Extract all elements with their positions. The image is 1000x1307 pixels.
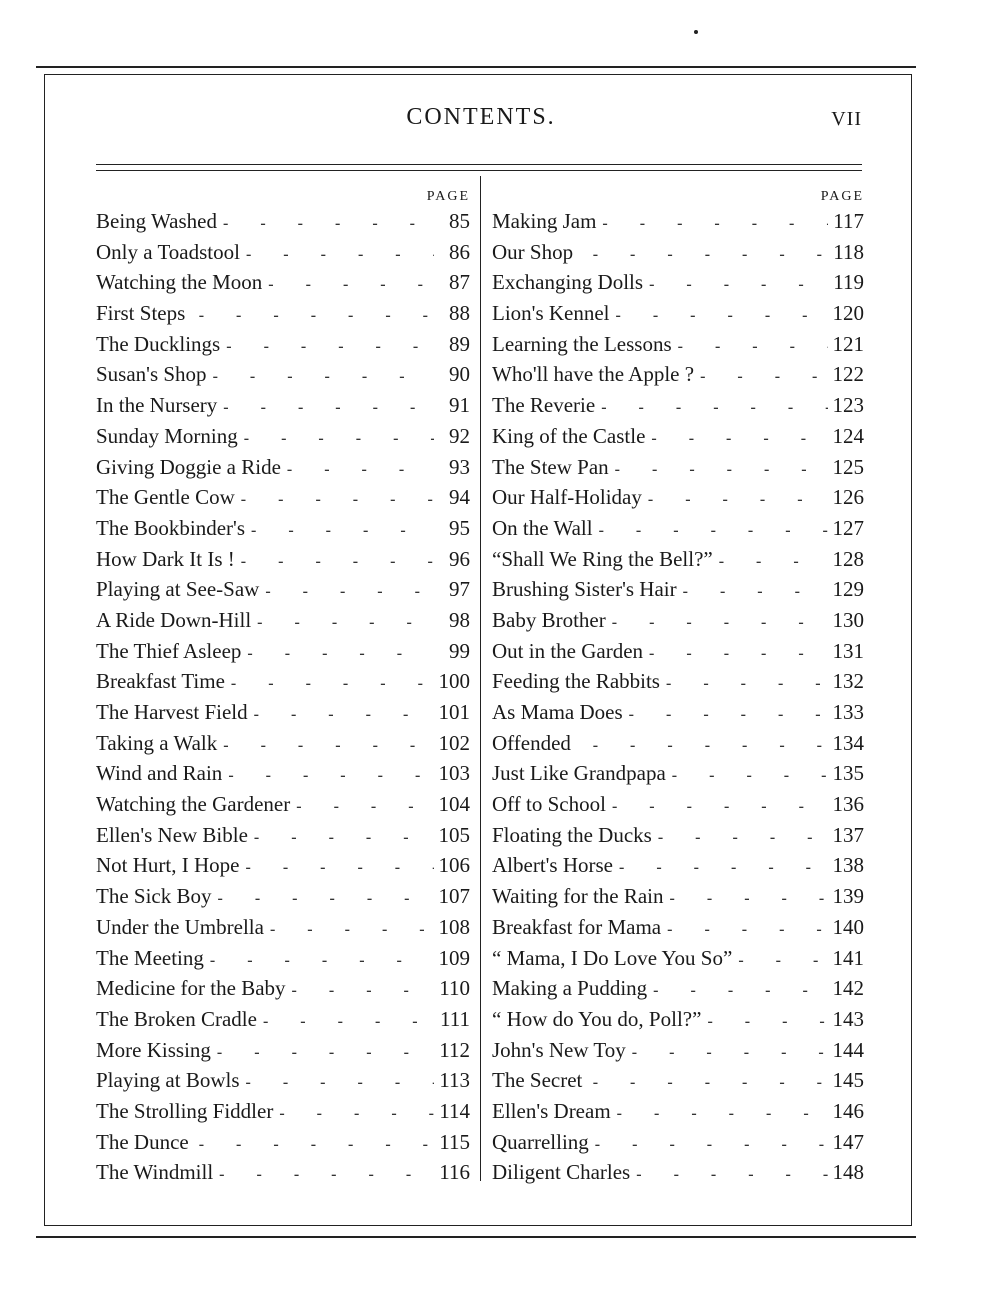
leader-dashes bbox=[611, 1096, 828, 1130]
entry-title: The Bookbinder's bbox=[96, 515, 246, 540]
entry-title: Medicine for the Baby bbox=[96, 976, 286, 1001]
entry-title: Wind and Rain bbox=[96, 761, 223, 786]
entry-page-number: 126 bbox=[832, 485, 864, 510]
entry-page-number: 128 bbox=[832, 546, 864, 571]
entry-page-number: 98 bbox=[449, 607, 470, 632]
leader-dashes bbox=[212, 881, 435, 915]
entry-title: A Ride Down-Hill bbox=[96, 607, 252, 632]
leader-dashes bbox=[609, 452, 828, 486]
contents-entry bbox=[96, 359, 470, 390]
contents-entry bbox=[492, 605, 864, 636]
contents-entry bbox=[96, 820, 470, 851]
entry-title: Only a Toadstool bbox=[96, 239, 240, 264]
leader-dashes bbox=[652, 820, 828, 854]
leader-dashes bbox=[239, 850, 434, 884]
entry-title: Learning the Lessons bbox=[492, 331, 672, 356]
contents-entry bbox=[492, 758, 864, 789]
entry-page-number: 132 bbox=[832, 669, 864, 694]
leader-dashes bbox=[694, 359, 828, 393]
entry-page-number: 114 bbox=[439, 1098, 470, 1123]
contents-entry bbox=[492, 1157, 864, 1188]
entry-title: Making Jam bbox=[492, 209, 597, 233]
entry-title: Exchanging Dolls bbox=[492, 270, 644, 295]
contents-entry bbox=[96, 1127, 470, 1158]
contents-entry bbox=[96, 544, 470, 575]
entry-title: The Stew Pan bbox=[492, 454, 609, 479]
contents-entry bbox=[96, 605, 470, 636]
entry-page-number: 93 bbox=[449, 454, 470, 479]
leader-dashes bbox=[571, 728, 828, 762]
contents-column-right bbox=[492, 188, 864, 1188]
contents-entry bbox=[492, 820, 864, 851]
page-column-header: PAGE bbox=[426, 189, 470, 204]
entry-title: “ How do You do, Poll?” bbox=[492, 1006, 702, 1031]
contents-entry bbox=[96, 1096, 470, 1127]
contents-entry bbox=[492, 1065, 864, 1096]
entry-title: Taking a Walk bbox=[96, 730, 218, 755]
entry-page-number: 103 bbox=[438, 761, 470, 786]
leader-dashes bbox=[286, 973, 434, 1007]
entry-title: Feeding the Rabbits bbox=[492, 669, 660, 694]
leader-dashes bbox=[290, 789, 434, 823]
contents-entry bbox=[492, 697, 864, 728]
entry-title: Waiting for the Rain bbox=[492, 884, 664, 909]
contents-entry bbox=[96, 482, 470, 513]
contents-entry bbox=[492, 267, 864, 298]
leader-dashes bbox=[259, 574, 434, 608]
leader-dashes bbox=[593, 513, 828, 547]
contents-entry bbox=[492, 1004, 864, 1035]
entry-page-number: 137 bbox=[832, 822, 864, 847]
entry-page-number: 99 bbox=[449, 638, 470, 663]
entry-title: “ Mama, I Do Love You So” bbox=[492, 945, 733, 970]
entry-page-number: 130 bbox=[832, 607, 864, 632]
contents-entry bbox=[96, 728, 470, 759]
entry-title: Brushing Sister's Hair bbox=[492, 577, 677, 602]
entry-title: The Reverie bbox=[492, 393, 596, 418]
entry-title: Our Shop bbox=[492, 239, 574, 264]
ink-speck bbox=[694, 30, 698, 34]
entry-page-number: 92 bbox=[449, 423, 470, 448]
entry-page-number: 143 bbox=[832, 1006, 864, 1031]
contents-entry bbox=[96, 1004, 470, 1035]
contents-entry bbox=[492, 513, 864, 544]
contents-entry bbox=[96, 513, 470, 544]
header-rule-bottom bbox=[96, 170, 862, 171]
entry-title: The Strolling Fiddler bbox=[96, 1098, 274, 1123]
leader-dashes bbox=[610, 298, 828, 332]
entry-page-number: 115 bbox=[439, 1129, 470, 1154]
contents-entry bbox=[96, 1065, 470, 1096]
leader-dashes bbox=[660, 666, 828, 700]
entry-title: Sunday Morning bbox=[96, 423, 238, 448]
entry-title: “Shall We Ring the Bell?” bbox=[492, 546, 713, 571]
entry-page-number: 123 bbox=[832, 393, 864, 418]
contents-entry bbox=[96, 267, 470, 298]
column-divider bbox=[480, 176, 481, 1181]
contents-entry bbox=[492, 298, 864, 329]
entry-title: Not Hurt, I Hope bbox=[96, 853, 240, 878]
leader-dashes bbox=[672, 329, 828, 363]
leader-dashes bbox=[666, 758, 828, 792]
entry-page-number: 112 bbox=[439, 1037, 470, 1062]
entry-page-number: 125 bbox=[832, 454, 864, 479]
contents-list-left bbox=[96, 206, 470, 1188]
entry-title: Diligent Charles bbox=[492, 1160, 631, 1185]
contents-entry bbox=[492, 666, 864, 697]
leader-dashes bbox=[235, 482, 434, 516]
leader-dashes bbox=[217, 728, 434, 762]
contents-entry bbox=[492, 237, 864, 268]
entry-page-number: 119 bbox=[833, 270, 864, 295]
header-rule-top bbox=[96, 164, 862, 165]
entry-title: The Thief Asleep bbox=[96, 638, 242, 663]
entry-page-number: 94 bbox=[449, 485, 470, 510]
leader-dashes bbox=[222, 758, 434, 792]
contents-entry bbox=[96, 789, 470, 820]
contents-entry bbox=[96, 237, 470, 268]
page-title: CONTENTS. bbox=[406, 104, 556, 130]
leader-dashes bbox=[701, 1004, 828, 1038]
contents-entry bbox=[492, 329, 864, 360]
entry-page-number: 101 bbox=[438, 700, 470, 724]
entry-page-number: 97 bbox=[449, 577, 470, 602]
entry-title: Off to School bbox=[492, 792, 606, 817]
entry-page-number: 136 bbox=[832, 792, 864, 817]
entry-title: Playing at See-Saw bbox=[96, 577, 260, 602]
entry-title: Playing at Bowls bbox=[96, 1068, 240, 1093]
leader-dashes bbox=[647, 973, 828, 1007]
contents-entry bbox=[96, 973, 470, 1004]
contents-entry bbox=[492, 636, 864, 667]
entry-title: Susan's Shop bbox=[96, 362, 207, 387]
contents-entry bbox=[96, 206, 470, 237]
entry-page-number: 85 bbox=[449, 209, 470, 233]
entry-page-number: 140 bbox=[832, 914, 864, 939]
page-column-header: PAGE bbox=[820, 189, 864, 204]
entry-page-number: 87 bbox=[449, 270, 470, 295]
leader-dashes bbox=[606, 605, 828, 639]
leader-dashes bbox=[661, 912, 828, 946]
leader-dashes bbox=[241, 636, 434, 670]
contents-entry bbox=[96, 1035, 470, 1066]
entry-title: How Dark It Is ! bbox=[96, 546, 235, 571]
contents-entry bbox=[96, 421, 470, 452]
entry-page-number: 135 bbox=[832, 761, 864, 786]
contents-entry bbox=[96, 574, 470, 605]
leader-dashes bbox=[251, 605, 434, 639]
entry-title: Watching the Moon bbox=[96, 270, 263, 295]
entry-page-number: 100 bbox=[438, 669, 470, 694]
entry-page-number: 147 bbox=[832, 1129, 864, 1154]
entry-page-number: 148 bbox=[832, 1160, 864, 1185]
contents-entry bbox=[96, 666, 470, 697]
leader-dashes bbox=[240, 237, 434, 271]
contents-entry bbox=[492, 943, 864, 974]
entry-title: More Kissing bbox=[96, 1037, 211, 1062]
contents-entry bbox=[492, 1035, 864, 1066]
contents-entry bbox=[492, 544, 864, 575]
entry-page-number: 131 bbox=[832, 638, 864, 663]
leader-dashes bbox=[240, 1065, 434, 1099]
contents-entry bbox=[96, 1157, 470, 1188]
contents-entry bbox=[96, 329, 470, 360]
entry-title: Lion's Kennel bbox=[492, 301, 610, 326]
entry-title: Just Like Grandpapa bbox=[492, 761, 666, 786]
entry-title: Giving Doggie a Ride bbox=[96, 454, 281, 479]
leader-dashes bbox=[645, 421, 828, 455]
entry-title: In the Nursery bbox=[96, 393, 218, 418]
leader-dashes bbox=[623, 697, 828, 731]
leader-dashes bbox=[732, 943, 828, 977]
entry-title: King of the Castle bbox=[492, 423, 646, 448]
entry-title: Being Washed bbox=[96, 209, 217, 233]
entry-title: Ellen's New Bible bbox=[96, 822, 248, 847]
entry-title: The Gentle Cow bbox=[96, 485, 235, 510]
entry-title: Under the Umbrella bbox=[96, 914, 264, 939]
leader-dashes bbox=[245, 513, 434, 547]
entry-title: Floating the Ducks bbox=[492, 822, 652, 847]
entry-page-number: 133 bbox=[832, 700, 864, 724]
entry-page-number: 89 bbox=[449, 331, 470, 356]
contents-list-right bbox=[492, 206, 864, 1188]
entry-title: Who'll have the Apple ? bbox=[492, 362, 695, 387]
leader-dashes bbox=[643, 267, 828, 301]
contents-entry bbox=[492, 482, 864, 513]
leader-dashes bbox=[207, 359, 434, 393]
contents-entry bbox=[492, 1096, 864, 1127]
entry-page-number: 142 bbox=[832, 976, 864, 1001]
entry-page-number: 104 bbox=[438, 792, 470, 817]
leader-dashes bbox=[248, 820, 434, 854]
leader-dashes bbox=[225, 666, 434, 700]
leader-dashes bbox=[220, 329, 434, 363]
leader-dashes bbox=[273, 1096, 434, 1130]
entry-page-number: 129 bbox=[832, 577, 864, 602]
entry-page-number: 144 bbox=[832, 1037, 864, 1062]
leader-dashes bbox=[713, 544, 828, 578]
contents-column-left bbox=[96, 188, 470, 1188]
contents-entry bbox=[492, 574, 864, 605]
leader-dashes bbox=[213, 1157, 434, 1191]
contents-entry bbox=[492, 452, 864, 483]
entry-title: John's New Toy bbox=[492, 1037, 626, 1062]
entry-title: The Harvest Field bbox=[96, 700, 248, 724]
contents-entry bbox=[492, 390, 864, 421]
entry-page-number: 138 bbox=[832, 853, 864, 878]
entry-page-number: 106 bbox=[438, 853, 470, 878]
entry-page-number: 102 bbox=[438, 730, 470, 755]
contents-entry bbox=[96, 943, 470, 974]
leader-dashes bbox=[238, 421, 434, 455]
contents-entry bbox=[96, 850, 470, 881]
entry-title: Offended bbox=[492, 730, 571, 755]
leader-dashes bbox=[589, 1127, 828, 1161]
entry-page-number: 113 bbox=[439, 1068, 470, 1093]
entry-page-number: 96 bbox=[449, 546, 470, 571]
leader-dashes bbox=[235, 544, 434, 578]
leader-dashes bbox=[630, 1157, 828, 1191]
contents-entry bbox=[96, 697, 470, 728]
entry-title: Ellen's Dream bbox=[492, 1098, 611, 1123]
entry-page-number: 108 bbox=[438, 914, 470, 939]
entry-title: Albert's Horse bbox=[492, 853, 614, 878]
leader-dashes bbox=[281, 452, 434, 486]
entry-page-number: 88 bbox=[449, 301, 470, 326]
entry-page-number: 141 bbox=[832, 945, 864, 970]
leader-dashes bbox=[664, 881, 828, 915]
contents-entry bbox=[96, 912, 470, 943]
leader-dashes bbox=[596, 206, 828, 240]
entry-title: Breakfast for Mama bbox=[492, 914, 662, 939]
entry-page-number: 121 bbox=[832, 331, 864, 356]
entry-page-number: 110 bbox=[439, 976, 470, 1001]
leader-dashes bbox=[595, 390, 828, 424]
leader-dashes bbox=[211, 1035, 434, 1069]
entry-page-number: 134 bbox=[832, 730, 864, 755]
contents-entry bbox=[96, 636, 470, 667]
entry-page-number: 122 bbox=[832, 362, 864, 387]
contents-entry bbox=[492, 881, 864, 912]
leader-dashes bbox=[582, 1065, 828, 1099]
leader-dashes bbox=[677, 574, 828, 608]
entry-title: Out in the Garden bbox=[492, 638, 644, 663]
entry-title: Watching the Gardener bbox=[96, 792, 291, 817]
leader-dashes bbox=[189, 1127, 434, 1161]
contents-entry bbox=[492, 850, 864, 881]
entry-title: The Meeting bbox=[96, 945, 204, 970]
entry-page-number: 105 bbox=[438, 822, 470, 847]
contents-entry bbox=[492, 973, 864, 1004]
entry-title: Our Half-Holiday bbox=[492, 485, 642, 510]
entry-title: The Ducklings bbox=[96, 331, 221, 356]
entry-page-number: 90 bbox=[449, 362, 470, 387]
leader-dashes bbox=[626, 1035, 828, 1069]
leader-dashes bbox=[606, 789, 828, 823]
leader-dashes bbox=[204, 943, 434, 977]
entry-title: First Steps bbox=[96, 301, 186, 326]
contents-entry bbox=[492, 359, 864, 390]
contents-entry bbox=[492, 421, 864, 452]
contents-entry bbox=[492, 1127, 864, 1158]
entry-page-number: 117 bbox=[833, 209, 864, 233]
entry-page-number: 107 bbox=[438, 884, 470, 909]
entry-title: The Sick Boy bbox=[96, 884, 212, 909]
entry-page-number: 139 bbox=[832, 884, 864, 909]
entry-title: The Secret bbox=[492, 1068, 583, 1093]
contents-entry bbox=[492, 789, 864, 820]
entry-title: The Windmill bbox=[96, 1160, 214, 1185]
entry-title: Breakfast Time bbox=[96, 669, 225, 694]
entry-page-number: 116 bbox=[439, 1160, 470, 1185]
contents-entry bbox=[492, 912, 864, 943]
contents-entry bbox=[96, 390, 470, 421]
leader-dashes bbox=[573, 237, 828, 271]
page-header bbox=[96, 104, 866, 144]
entry-title: On the Wall bbox=[492, 515, 593, 540]
contents-entry bbox=[96, 758, 470, 789]
entry-page-number: 118 bbox=[833, 239, 864, 264]
entry-page-number: 124 bbox=[832, 423, 864, 448]
leader-dashes bbox=[217, 206, 434, 240]
contents-entry bbox=[492, 206, 864, 237]
leader-dashes bbox=[642, 482, 828, 516]
contents-entry bbox=[492, 728, 864, 759]
contents-entry bbox=[96, 452, 470, 483]
leader-dashes bbox=[264, 912, 434, 946]
entry-title: Making a Pudding bbox=[492, 976, 648, 1001]
leader-dashes bbox=[613, 850, 828, 884]
entry-title: The Dunce bbox=[96, 1129, 189, 1154]
leader-dashes bbox=[262, 267, 434, 301]
leader-dashes bbox=[257, 1004, 434, 1038]
page-number: VII bbox=[831, 108, 862, 130]
leader-dashes bbox=[643, 636, 828, 670]
contents-entry bbox=[96, 298, 470, 329]
entry-page-number: 127 bbox=[832, 515, 864, 540]
entry-title: The Broken Cradle bbox=[96, 1006, 257, 1031]
entry-title: Baby Brother bbox=[492, 607, 606, 632]
entry-page-number: 109 bbox=[438, 945, 470, 970]
entry-page-number: 120 bbox=[832, 301, 864, 326]
entry-title: As Mama Does bbox=[492, 700, 623, 724]
leader-dashes bbox=[185, 298, 434, 332]
leader-dashes bbox=[248, 697, 434, 731]
entry-page-number: 95 bbox=[449, 515, 470, 540]
contents-entry bbox=[96, 881, 470, 912]
entry-title: Quarrelling bbox=[492, 1129, 589, 1154]
entry-page-number: 111 bbox=[440, 1006, 470, 1031]
entry-page-number: 146 bbox=[832, 1098, 864, 1123]
entry-page-number: 145 bbox=[832, 1068, 864, 1093]
entry-page-number: 86 bbox=[449, 239, 470, 264]
leader-dashes bbox=[217, 390, 434, 424]
entry-page-number: 91 bbox=[449, 393, 470, 418]
